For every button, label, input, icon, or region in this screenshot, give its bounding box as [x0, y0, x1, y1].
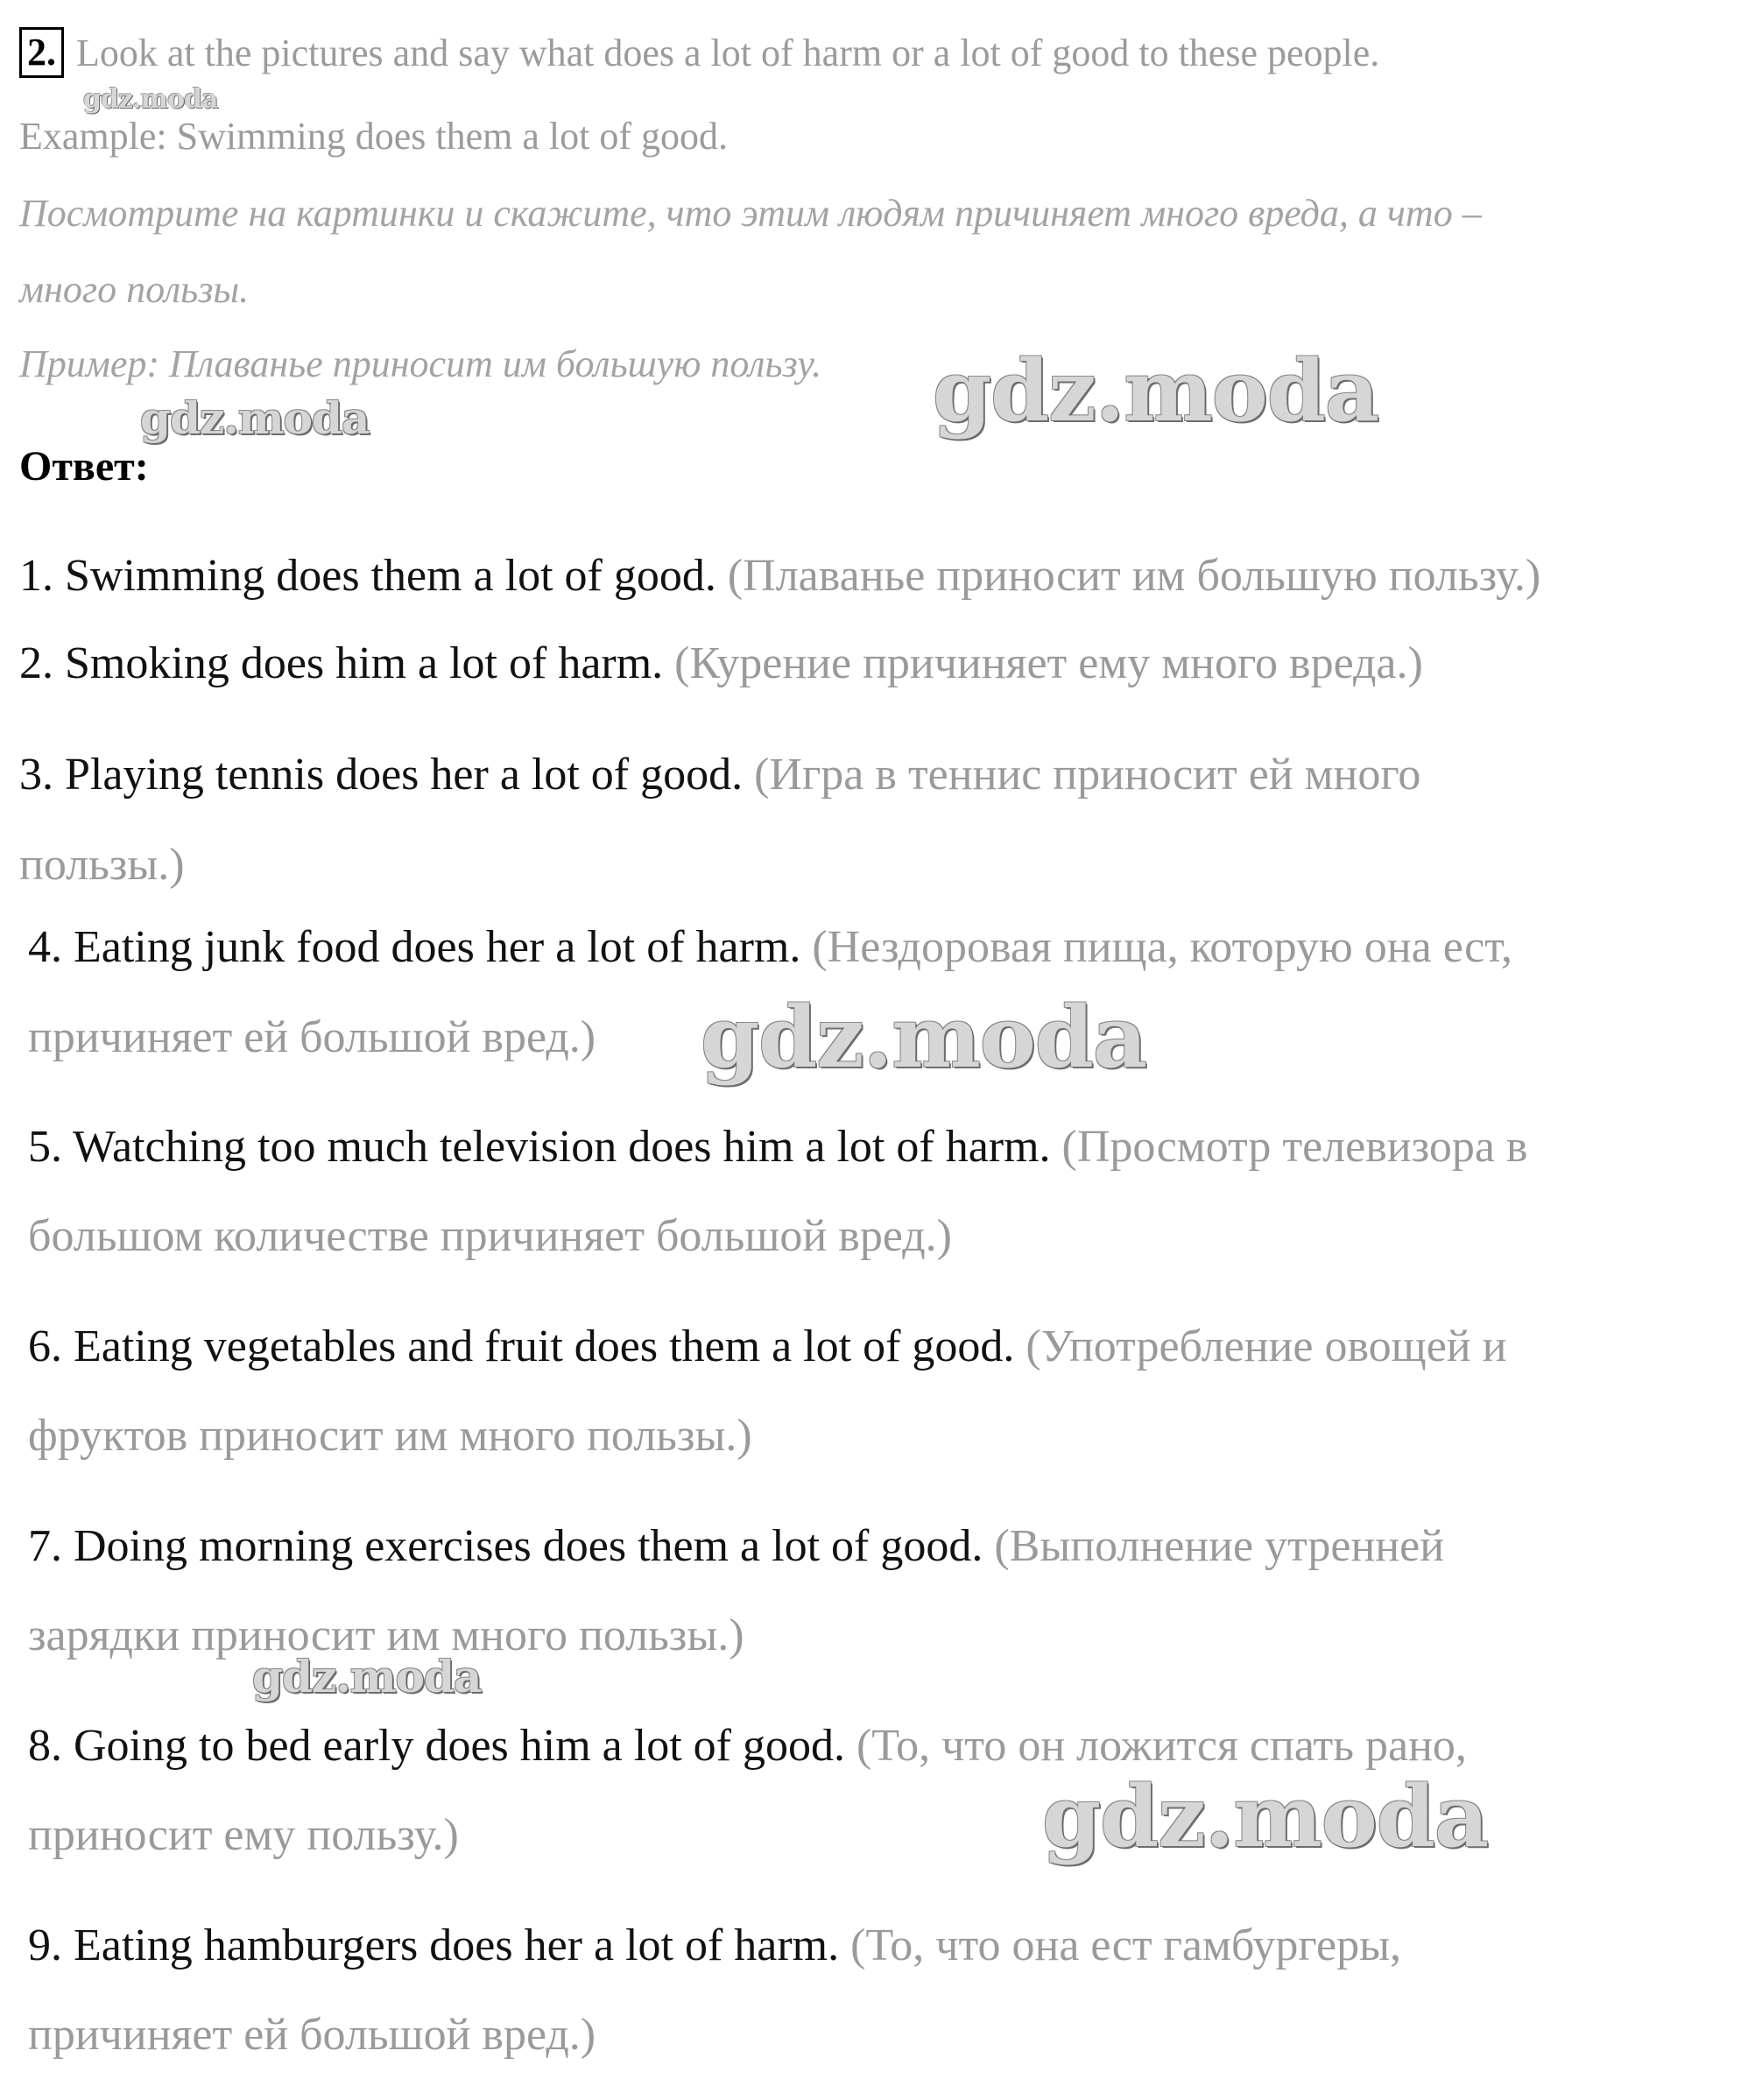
answer-item-9 — [28, 1920, 1401, 1972]
task-instruction-ru-line-1: Посмотрите на картинки и скажите, что этим людям причиняет много вреда, а что – — [19, 192, 1482, 235]
answer-item-2 — [19, 638, 1423, 690]
task-example-en: Example: Swimming does them a lot of good. — [19, 115, 729, 158]
task-example-ru: Пример: Плаванье приносит им большую пользу. — [19, 342, 822, 385]
answer-en: 7. Doing morning exercises does them a lot of good. — [28, 1521, 983, 1571]
answer-item-3 — [19, 749, 1420, 801]
answer-en: 1. Swimming does them a lot of good. — [19, 551, 716, 601]
watermark: gdz.moda — [252, 1651, 482, 1702]
watermark: gdz.moda — [140, 392, 370, 444]
answer-en: 4. Eating junk food does her a lot of harm. — [28, 922, 801, 972]
answer-ru: (Игра в теннис приносит ей много — [754, 750, 1421, 800]
answer-item-7-continuation: зарядки приносит им много пользы.) — [28, 1610, 744, 1660]
answer-item-5 — [28, 1121, 1527, 1173]
task-number: 2. — [19, 27, 64, 78]
answer-ru: (То, что он ложится спать рано, — [856, 1721, 1467, 1771]
answer-item-8-continuation: приносит ему пользу.) — [28, 1810, 459, 1860]
answer-item-6 — [28, 1321, 1506, 1373]
answer-item-1 — [19, 550, 1540, 603]
answer-en: 9. Eating hamburgers does her a lot of harm. — [28, 1920, 840, 1970]
watermark: gdz.moda — [933, 342, 1379, 440]
answer-label: Ответ: — [19, 443, 149, 490]
answer-en: 8. Going to bed early does him a lot of good. — [28, 1721, 845, 1771]
watermark: gdz.moda — [83, 84, 218, 115]
task-header — [19, 25, 1379, 81]
answer-ru: (Курение причиняет ему много вреда.) — [674, 638, 1423, 688]
answer-ru: (Нездоровая пища, которую она ест, — [812, 922, 1512, 972]
answer-en: 2. Smoking does him a lot of harm. — [19, 638, 664, 688]
answer-item-7 — [28, 1520, 1444, 1573]
answer-item-6-continuation: фруктов приносит им много пользы.) — [28, 1411, 752, 1461]
answer-item-5-continuation: большом количестве причиняет большой вред.) — [28, 1211, 952, 1261]
answer-ru: (Просмотр телевизора в — [1061, 1122, 1528, 1172]
answer-ru: (Плаванье приносит им большую пользу.) — [727, 551, 1541, 601]
answer-en: 3. Playing tennis does her a lot of good. — [19, 750, 744, 800]
answer-item-4 — [28, 921, 1512, 974]
answer-ru: (Употребление овощей и — [1026, 1321, 1507, 1371]
task-instruction-ru-line-2: много пользы. — [19, 268, 250, 311]
answer-ru: (Выполнение утренней — [994, 1521, 1445, 1571]
answer-item-4-continuation: причиняет ей большой вред.) — [28, 1012, 596, 1062]
answer-item-3-continuation: пользы.) — [19, 840, 185, 890]
answer-item-9-continuation: причиняет ей большой вред.) — [28, 2010, 596, 2060]
answer-item-8 — [28, 1720, 1467, 1772]
answer-en: 5. Watching too much television does him a lot of harm. — [28, 1122, 1051, 1172]
watermark: gdz.moda — [701, 988, 1147, 1087]
answer-ru: (То, что она ест гамбургеры, — [850, 1920, 1402, 1970]
watermark: gdz.moda — [1042, 1767, 1489, 1866]
task-instruction-en: Look at the pictures and say what does a lot of harm or a lot of good to these people. — [76, 31, 1380, 74]
answer-en: 6. Eating vegetables and fruit does them a lot of good. — [28, 1321, 1015, 1371]
